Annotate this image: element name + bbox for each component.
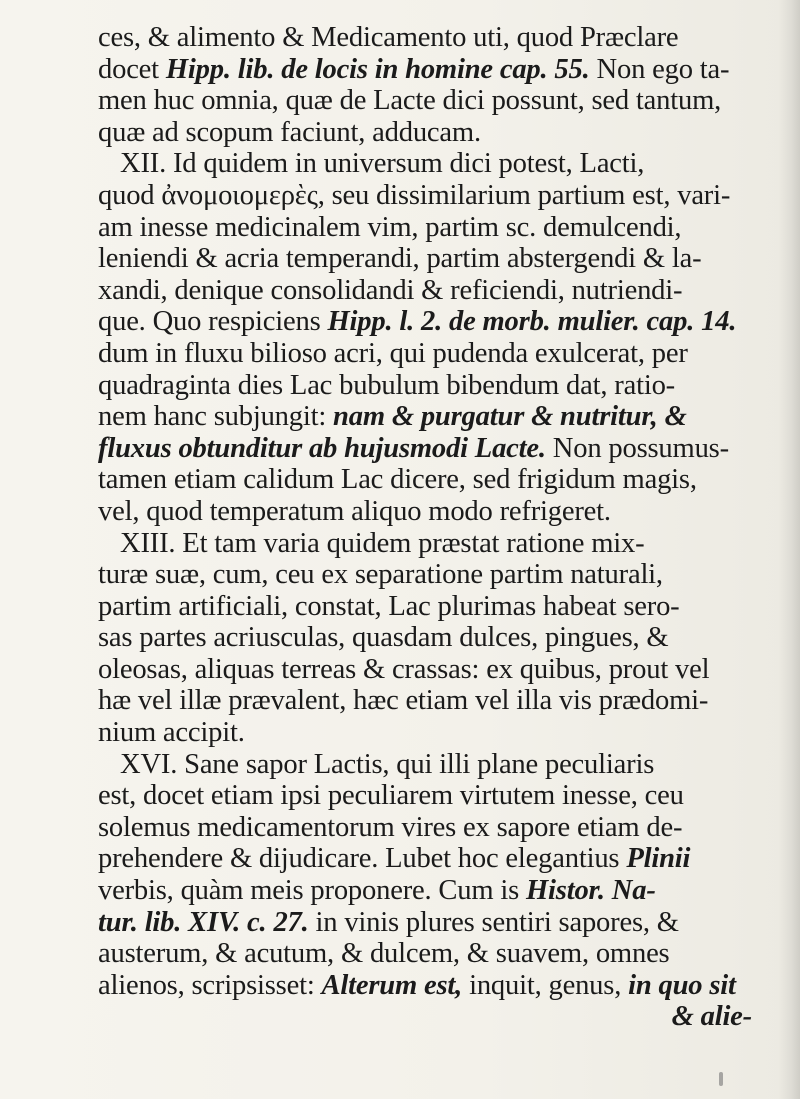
- text-segment: est, docet etiam ipsi peculiarem virtutem inesse, ceu: [98, 780, 684, 812]
- text-segment: docet: [98, 53, 166, 85]
- text-line: [98, 180, 788, 212]
- text-line: [98, 275, 788, 307]
- text-segment: quæ ad scopum faciunt, adducam.: [98, 116, 481, 148]
- text-segment: hæ vel illæ prævalent, hæc etiam vel illa vis prædomi-: [98, 685, 709, 717]
- italic-citation: Histor. Na-: [526, 875, 656, 907]
- text-segment: Non ego ta-: [589, 53, 730, 85]
- italic-citation: fluxus obtunditur ab hujusmodi Lacte.: [98, 432, 546, 464]
- text-line: [98, 843, 788, 875]
- text-segment: quadraginta dies Lac bubulum bibendum dat, ratio-: [98, 369, 676, 401]
- text-line: [98, 117, 788, 149]
- ink-mark: [719, 1072, 723, 1086]
- text-segment: austerum, & acutum, & dulcem, & suavem, omnes: [98, 938, 670, 970]
- text-line: [98, 812, 788, 844]
- text-line: [98, 306, 788, 338]
- text-line: [98, 559, 788, 591]
- text-line: [98, 749, 788, 781]
- italic-citation: Hipp. lib. de locis in homine cap. 55.: [165, 53, 590, 85]
- text-line: [98, 622, 788, 654]
- text-line: [98, 780, 788, 812]
- text-segment: am inesse medicinalem vim, partim sc. demulcendi,: [98, 211, 682, 243]
- text-line: [98, 464, 788, 496]
- text-line: [98, 85, 788, 117]
- text-segment: tamen etiam calidum Lac dicere, sed frigidum magis,: [98, 464, 697, 496]
- text-segment: que. Quo respiciens: [98, 306, 328, 338]
- text-line: [98, 591, 788, 623]
- body-text: [98, 22, 788, 1033]
- text-segment: nium accipit.: [98, 717, 245, 749]
- italic-citation: tur. lib. XIV. c. 27.: [98, 906, 309, 938]
- text-line: [98, 433, 788, 465]
- text-line: [98, 907, 788, 939]
- text-line: [98, 370, 788, 402]
- text-segment: turæ suæ, cum, ceu ex separatione partim naturali,: [98, 559, 663, 591]
- text-line: [98, 243, 788, 275]
- italic-citation: Hipp. l. 2. de morb. mulier. cap. 14.: [327, 306, 737, 338]
- text-segment: men huc omnia, quæ de Lacte dici possunt, sed tantum,: [98, 85, 722, 117]
- catchword: & alie-: [671, 1001, 752, 1033]
- text-line: [98, 938, 788, 970]
- text-line: [98, 54, 788, 86]
- text-segment: leniendi & acria temperandi, partim abstergendi & la-: [98, 243, 702, 275]
- text-segment: in vinis plures sentiri sapores, &: [308, 906, 679, 938]
- text-segment: quod ἀνομοιομερὲς, seu dissimilarium partium est, vari-: [98, 179, 731, 211]
- text-line: [98, 875, 788, 907]
- text-segment: nem hanc subjungit:: [98, 401, 334, 433]
- text-segment: inquit, genus,: [462, 969, 629, 1001]
- text-line: [98, 212, 788, 244]
- text-segment: ces, & alimento & Medicamento uti, quod Præclare: [98, 22, 679, 53]
- text-segment: Non possumus-: [545, 432, 729, 464]
- text-segment: xandi, denique consolidandi & reficiendi, nutriendi-: [98, 274, 683, 306]
- text-segment: solemus medicamentorum vires ex sapore etiam de-: [98, 811, 683, 843]
- text-segment: XIII. Et tam varia quidem præstat ratione mix-: [120, 527, 645, 559]
- text-line: [98, 528, 788, 560]
- text-segment: oleosas, aliquas terreas & crassas: ex quibus, prout vel: [98, 653, 710, 685]
- text-line: [98, 338, 788, 370]
- italic-citation: nam & purgatur & nutritur, &: [333, 401, 687, 433]
- text-segment: alienos, scripsisset:: [98, 969, 322, 1001]
- text-segment: XII. Id quidem in universum dici potest, Lacti,: [120, 148, 645, 180]
- text-line: [98, 401, 788, 433]
- text-line: [98, 970, 788, 1002]
- text-segment: prehendere & dijudicare. Lubet hoc elegantius: [98, 843, 627, 875]
- text-line: [98, 148, 788, 180]
- text-line: [98, 496, 788, 528]
- text-segment: vel, quod temperatum aliquo modo refrigeret.: [98, 495, 611, 527]
- text-segment: dum in fluxu biliosо acri, qui pudenda exulcerat, per: [98, 337, 688, 369]
- text-line: [98, 22, 788, 54]
- text-line: [98, 717, 788, 749]
- italic-citation: Alterum est,: [321, 969, 463, 1001]
- text-segment: partim artificiali, constat, Lac plurimas habeat sero-: [98, 590, 680, 622]
- text-line: [98, 654, 788, 686]
- text-segment: sas partes acriusculas, quasdam dulces, pingues, &: [98, 622, 669, 654]
- text-segment: verbis, quàm meis proponere. Cum is: [98, 875, 526, 907]
- text-line: [98, 685, 788, 717]
- italic-citation: in quo sit: [628, 969, 736, 1001]
- italic-citation: Plinii: [626, 843, 691, 875]
- text-segment: XVI. Sane sapor Lactis, qui illi plane peculiaris: [120, 748, 655, 780]
